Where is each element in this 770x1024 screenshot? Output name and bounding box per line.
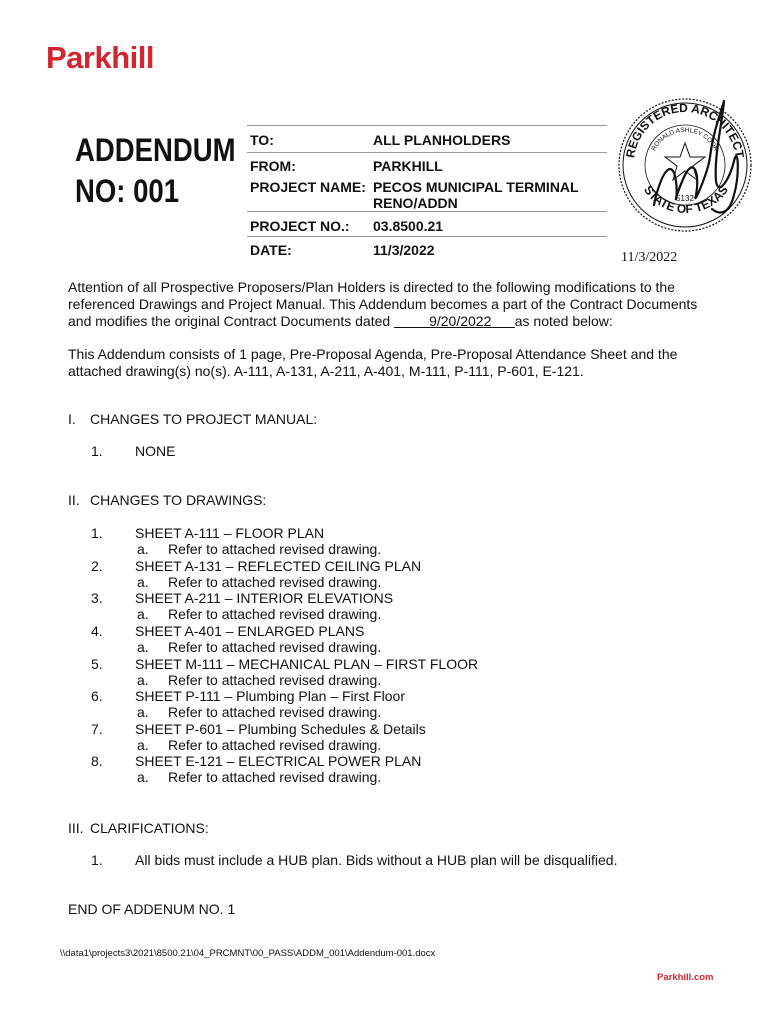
date-label: DATE:	[250, 242, 292, 258]
drawing-item-number: 8.	[91, 753, 103, 769]
header-row-from	[247, 152, 607, 175]
consists-paragraph	[68, 346, 748, 380]
drawing-item-number: 1.	[91, 525, 103, 541]
intro-line-3-pre: and modifies the original Contract Documents dated	[68, 313, 395, 329]
architect-seal	[612, 85, 758, 245]
section-2-title: CHANGES TO DRAWINGS:	[90, 492, 267, 508]
section-1-item-text: NONE	[135, 443, 176, 459]
drawing-item-title: SHEET A-111 – FLOOR PLAN	[135, 525, 325, 541]
drawing-item-number: 7.	[91, 721, 103, 737]
website-link[interactable]: Parkhill.com	[657, 972, 714, 983]
drawing-sub-letter: a.	[137, 737, 149, 753]
drawing-sub-letter: a.	[137, 639, 149, 655]
file-path: \\data1\projects3\2021\8500.21\04_PRCMNT\00_PASS\ADDM_001\Addendum-001.docx	[60, 948, 436, 959]
drawing-sub-text: Refer to attached revised drawing.	[168, 574, 382, 590]
addendum-title	[75, 130, 236, 212]
header-row-number	[247, 211, 607, 237]
drawing-sub-text: Refer to attached revised drawing.	[168, 704, 382, 720]
header-row-to	[247, 125, 607, 153]
intro-paragraph	[68, 279, 748, 330]
from-label: FROM:	[250, 158, 296, 174]
from-value: PARKHILL	[373, 158, 443, 174]
original-date	[394, 313, 515, 330]
drawing-item-number: 3.	[91, 590, 103, 606]
drawing-item-title: SHEET E-121 – ELECTRICAL POWER PLAN	[135, 753, 422, 769]
seal-text-name: RONALD ASHLEY COOK	[650, 126, 720, 153]
project-number-value: 03.8500.21	[373, 218, 444, 234]
drawing-sub-text: Refer to attached revised drawing.	[168, 606, 382, 622]
addendum-title-line2: NO: 001	[75, 173, 180, 209]
drawing-sub-letter: a.	[137, 541, 149, 557]
drawing-sub-letter: a.	[137, 769, 149, 785]
to-value: ALL PLANHOLDERS	[373, 132, 511, 148]
drawing-sub-letter: a.	[137, 574, 149, 590]
drawing-sub-text: Refer to attached revised drawing.	[168, 737, 382, 753]
to-label: TO:	[250, 132, 274, 148]
consists-line-1: This Addendum consists of 1 page, Pre-Proposal Agenda, Pre-Proposal Attendance Sheet and the	[68, 346, 678, 362]
seal-date: 11/3/2022	[621, 250, 678, 265]
drawing-sub-text: Refer to attached revised drawing.	[168, 769, 382, 785]
drawing-item-title: SHEET P-601 – Plumbing Schedules & Details	[135, 721, 426, 737]
date-value: 11/3/2022	[373, 242, 435, 258]
drawing-item-number: 4.	[91, 623, 103, 639]
original-date-value: 9/20/2022	[429, 313, 492, 329]
section-2-number: II.	[68, 492, 80, 508]
seal-number: 5132	[676, 194, 694, 203]
section-1-number: I.	[68, 411, 76, 427]
drawing-item-title: SHEET P-111 – Plumbing Plan – First Floor	[135, 688, 405, 704]
intro-line-3-post: as noted below:	[514, 313, 613, 329]
intro-line-1: Attention of all Prospective Proposers/Plan Holders is directed to the following modifications to the	[68, 279, 675, 295]
intro-line-2: referenced Drawings and Project Manual. This Addendum becomes a part of the Contract Documents	[68, 296, 698, 312]
drawing-sub-letter: a.	[137, 672, 149, 688]
drawing-item-title: SHEET A-211 – INTERIOR ELEVATIONS	[135, 590, 394, 606]
section-3-number: III.	[68, 820, 84, 836]
project-number-label: PROJECT NO.:	[250, 218, 350, 234]
drawing-sub-letter: a.	[137, 704, 149, 720]
project-name-label: PROJECT NAME:	[250, 179, 366, 195]
parkhill-logo: Parkhill	[46, 40, 154, 75]
drawing-item-number: 6.	[91, 688, 103, 704]
section-1-item-number: 1.	[91, 443, 103, 459]
drawing-item-number: 2.	[91, 558, 103, 574]
project-name-value-1: PECOS MUNICIPAL TERMINAL	[373, 179, 579, 195]
section-3-item-number: 1.	[91, 852, 103, 868]
drawing-sub-text: Refer to attached revised drawing.	[168, 672, 382, 688]
drawing-item-title: SHEET M-111 – MECHANICAL PLAN – FIRST FLOOR	[135, 656, 479, 672]
section-3-item-text: All bids must include a HUB plan. Bids without a HUB plan will be disqualified.	[135, 852, 618, 868]
addendum-title-line1: ADDENDUM	[75, 132, 236, 168]
drawing-sub-letter: a.	[137, 606, 149, 622]
end-of-addendum: END OF ADDENUM NO. 1	[68, 901, 236, 917]
section-3-title: CLARIFICATIONS:	[90, 820, 209, 836]
drawing-item-number: 5.	[91, 656, 103, 672]
consists-line-2: attached drawing(s) no(s). A-111, A-131, A-211, A-401, M-111, P-111, P-601, E-121.	[68, 363, 584, 379]
intro-line-3	[68, 313, 748, 330]
seal-text-bottom: STATE OF TEXAS	[641, 183, 731, 217]
project-name-value-2: RENO/ADDN	[373, 195, 458, 211]
drawing-sub-text: Refer to attached revised drawing.	[168, 639, 382, 655]
drawing-item-title: SHEET A-401 – ENLARGED PLANS	[135, 623, 365, 639]
drawing-item-title: SHEET A-131 – REFLECTED CEILING PLAN	[135, 558, 422, 574]
seal-text-top: REGISTERED ARCHITECT	[623, 100, 747, 159]
header-row-date	[247, 236, 607, 259]
header-row-project	[247, 174, 607, 211]
section-1-title: CHANGES TO PROJECT MANUAL:	[90, 411, 318, 427]
drawing-sub-text: Refer to attached revised drawing.	[168, 541, 382, 557]
